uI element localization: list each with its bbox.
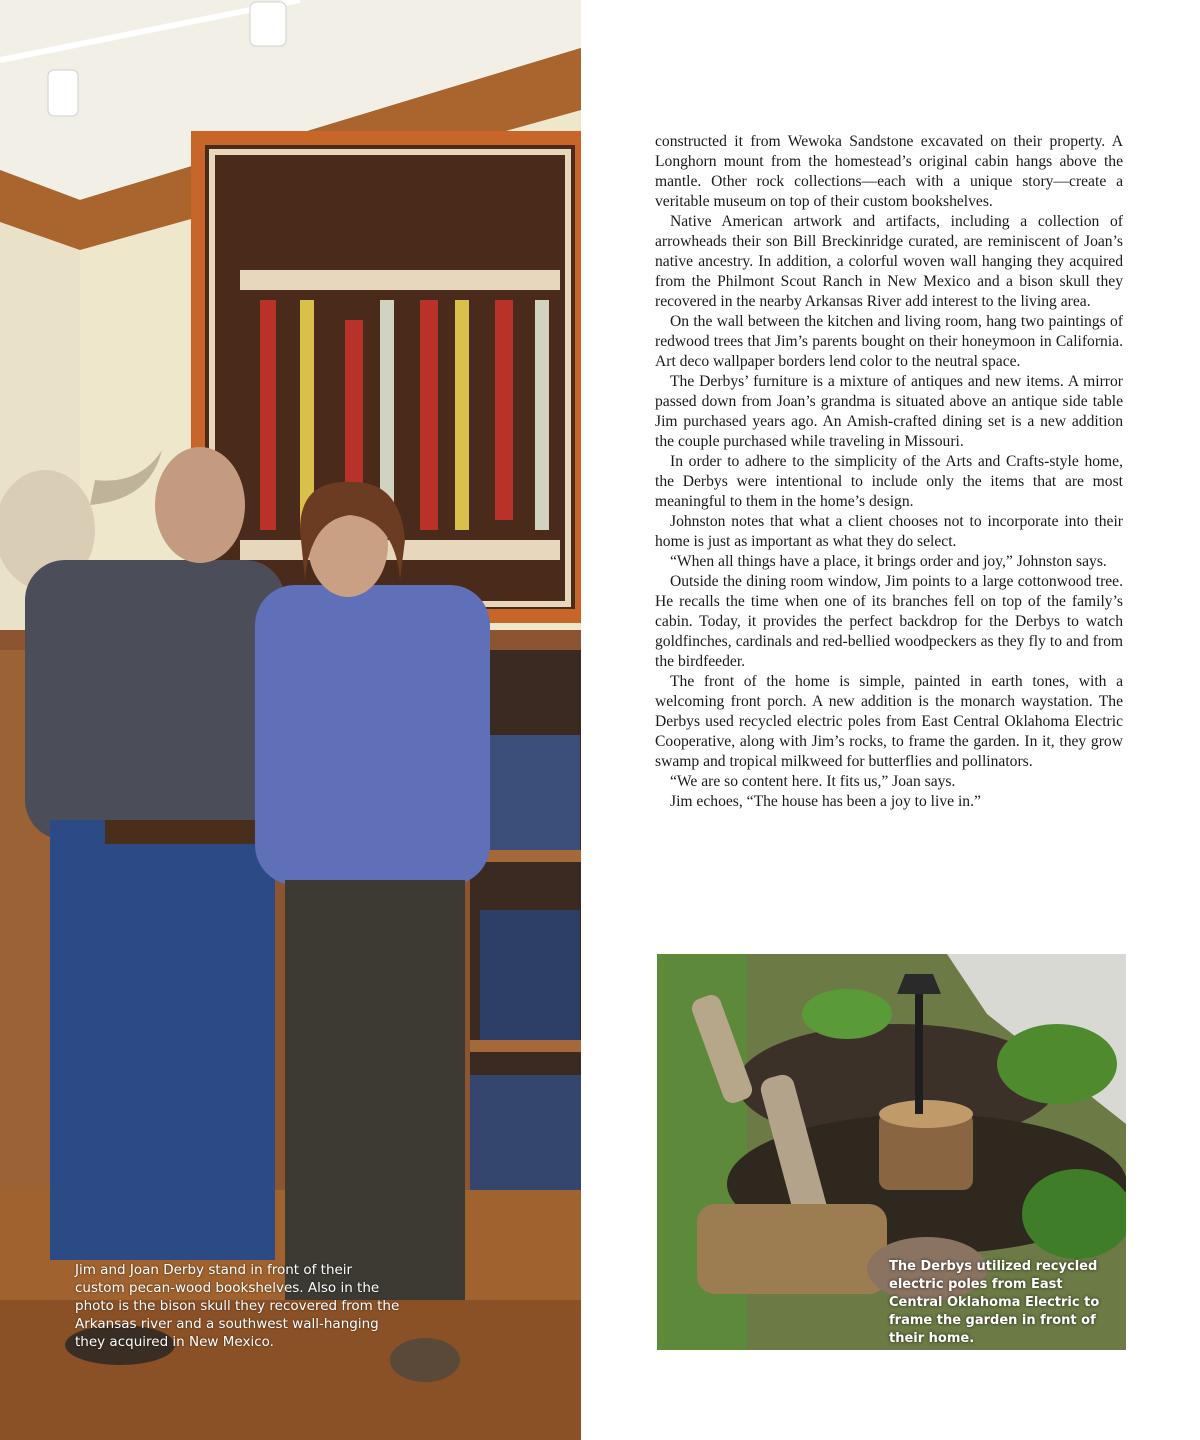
article-paragraph: Outside the dining room window, Jim points to a large cottonwood tree. He recalls the time when one of its branches fell on top of the family’s cabin. Today, it provides the perfect backdrop for the Derbys to watch goldfinches, cardinals and red-bellied woodpeckers as they fly to and from the birdfeeder. [655,573,1123,670]
portrait-photo-illustration [0,0,581,1440]
portrait-photo-caption: Jim and Joan Derby stand in front of their custom pecan-wood bookshelves. Also in the photo is the bison skull they recovered from the Arkansas river and a southwest wall-hanging they acquired in New Mexico. [75,1262,400,1350]
article-paragraph: Johnston notes that what a client chooses not to incorporate into their home is just as important as what they do select. [655,513,1123,550]
article-paragraph: In order to adhere to the simplicity of the Arts and Crafts-style home, the Derbys were intentional to include only the items that are most meaningful to them in the home’s design. [655,453,1123,510]
article-paragraph: Jim echoes, “The house has been a joy to live in.” [670,793,981,810]
portrait-photo [0,0,581,1440]
article-paragraph: “We are so content here. It fits us,” Joan says. [670,773,956,790]
garden-photo-caption: The Derbys utilized recycled electric poles from East Central Oklahoma Electric to frame the garden in front of their home. [889,1259,1100,1346]
article-body [655,132,1123,812]
article-paragraph: On the wall between the kitchen and living room, hang two paintings of redwood trees that Jim’s parents bought on their honeymoon in California. Art deco wallpaper borders lend color to the neutral space. [655,313,1123,370]
article-paragraph: The Derbys’ furniture is a mixture of antiques and new items. A mirror passed down from Joan’s grandma is situated above an antique side table Jim purchased years ago. An Amish-crafted dining set is a new addition the couple purchased while traveling in Missouri. [655,373,1123,450]
article-paragraph: constructed it from Wewoka Sandstone excavated on their property. A Longhorn mount from the homestead’s original cabin hangs above the mantle. Other rock collections—each with a unique story—create a veritable museum on top of their custom bookshelves. [655,133,1123,210]
article-paragraph: The front of the home is simple, painted in earth tones, with a welcoming front porch. A new addition is the monarch waystation. The Derbys used recycled electric poles from East Central Oklahoma Electric Cooperative, along with Jim’s rocks, to frame the garden. In it, they grow swamp and tropical milkweed for butterflies and pollinators. [655,673,1123,770]
article-paragraph: “When all things have a place, it brings order and joy,” Johnston says. [670,553,1107,570]
article-paragraph: Native American artwork and artifacts, including a collection of arrowheads their son Bill Breckinridge curated, are reminiscent of Joan’s native ancestry. In addition, a colorful woven wall hanging they acquired from the Philmont Scout Ranch in New Mexico and a bison skull they recovered in the nearby Arkansas River add interest to the living area. [655,213,1123,310]
